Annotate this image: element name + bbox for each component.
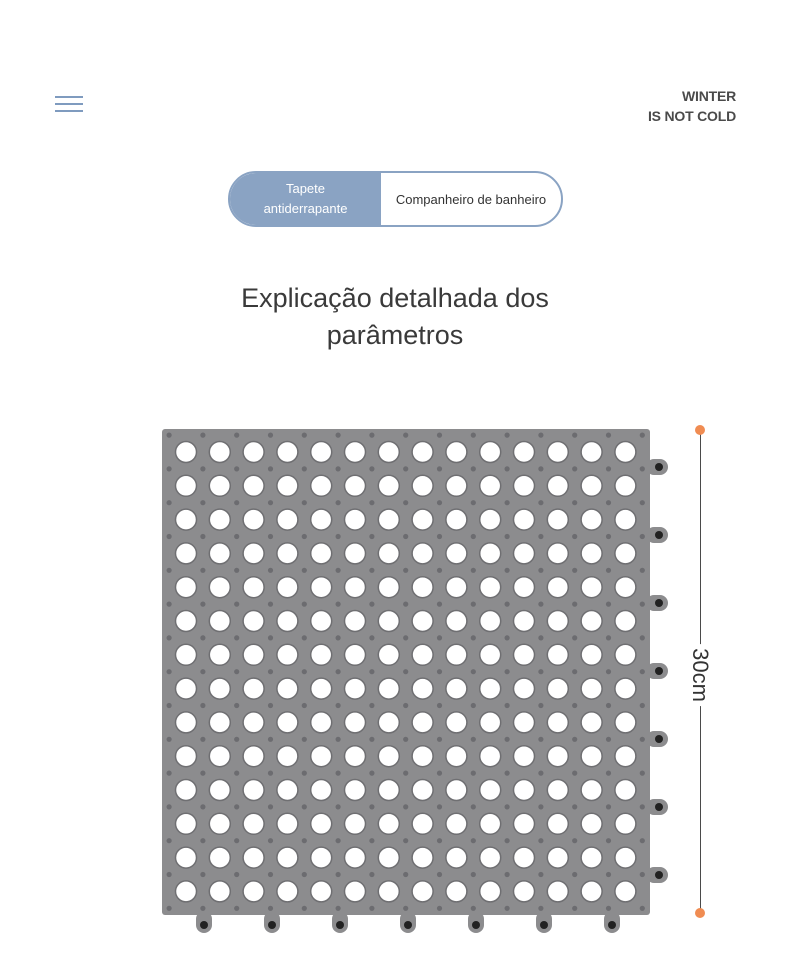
dimension-dot-top	[695, 425, 705, 435]
brand-line-1: WINTER	[681, 88, 736, 104]
section-heading	[0, 280, 790, 354]
tab-anti-slip-mat-label-1: Tapete	[285, 181, 326, 196]
brand-line-2: IS NOT COLD	[647, 108, 736, 124]
tab-bathroom-companion-label: Companheiro de banheiro	[395, 191, 547, 207]
category-toggle	[228, 171, 563, 227]
hamburger-menu-icon[interactable]	[55, 96, 83, 116]
dimension-label: 30cm	[687, 644, 713, 706]
dimension-dot-bottom	[695, 908, 705, 918]
tab-anti-slip-mat[interactable]	[230, 173, 381, 225]
heading-line-1: Explicação detalhada dos	[241, 283, 549, 313]
tab-anti-slip-mat-label-2: antiderrapante	[263, 201, 348, 216]
brand-logo	[648, 86, 736, 126]
mat-illustration	[156, 425, 676, 940]
product-image-mat	[156, 425, 676, 940]
tab-bathroom-companion[interactable]	[381, 173, 561, 225]
heading-line-2: parâmetros	[326, 320, 464, 350]
